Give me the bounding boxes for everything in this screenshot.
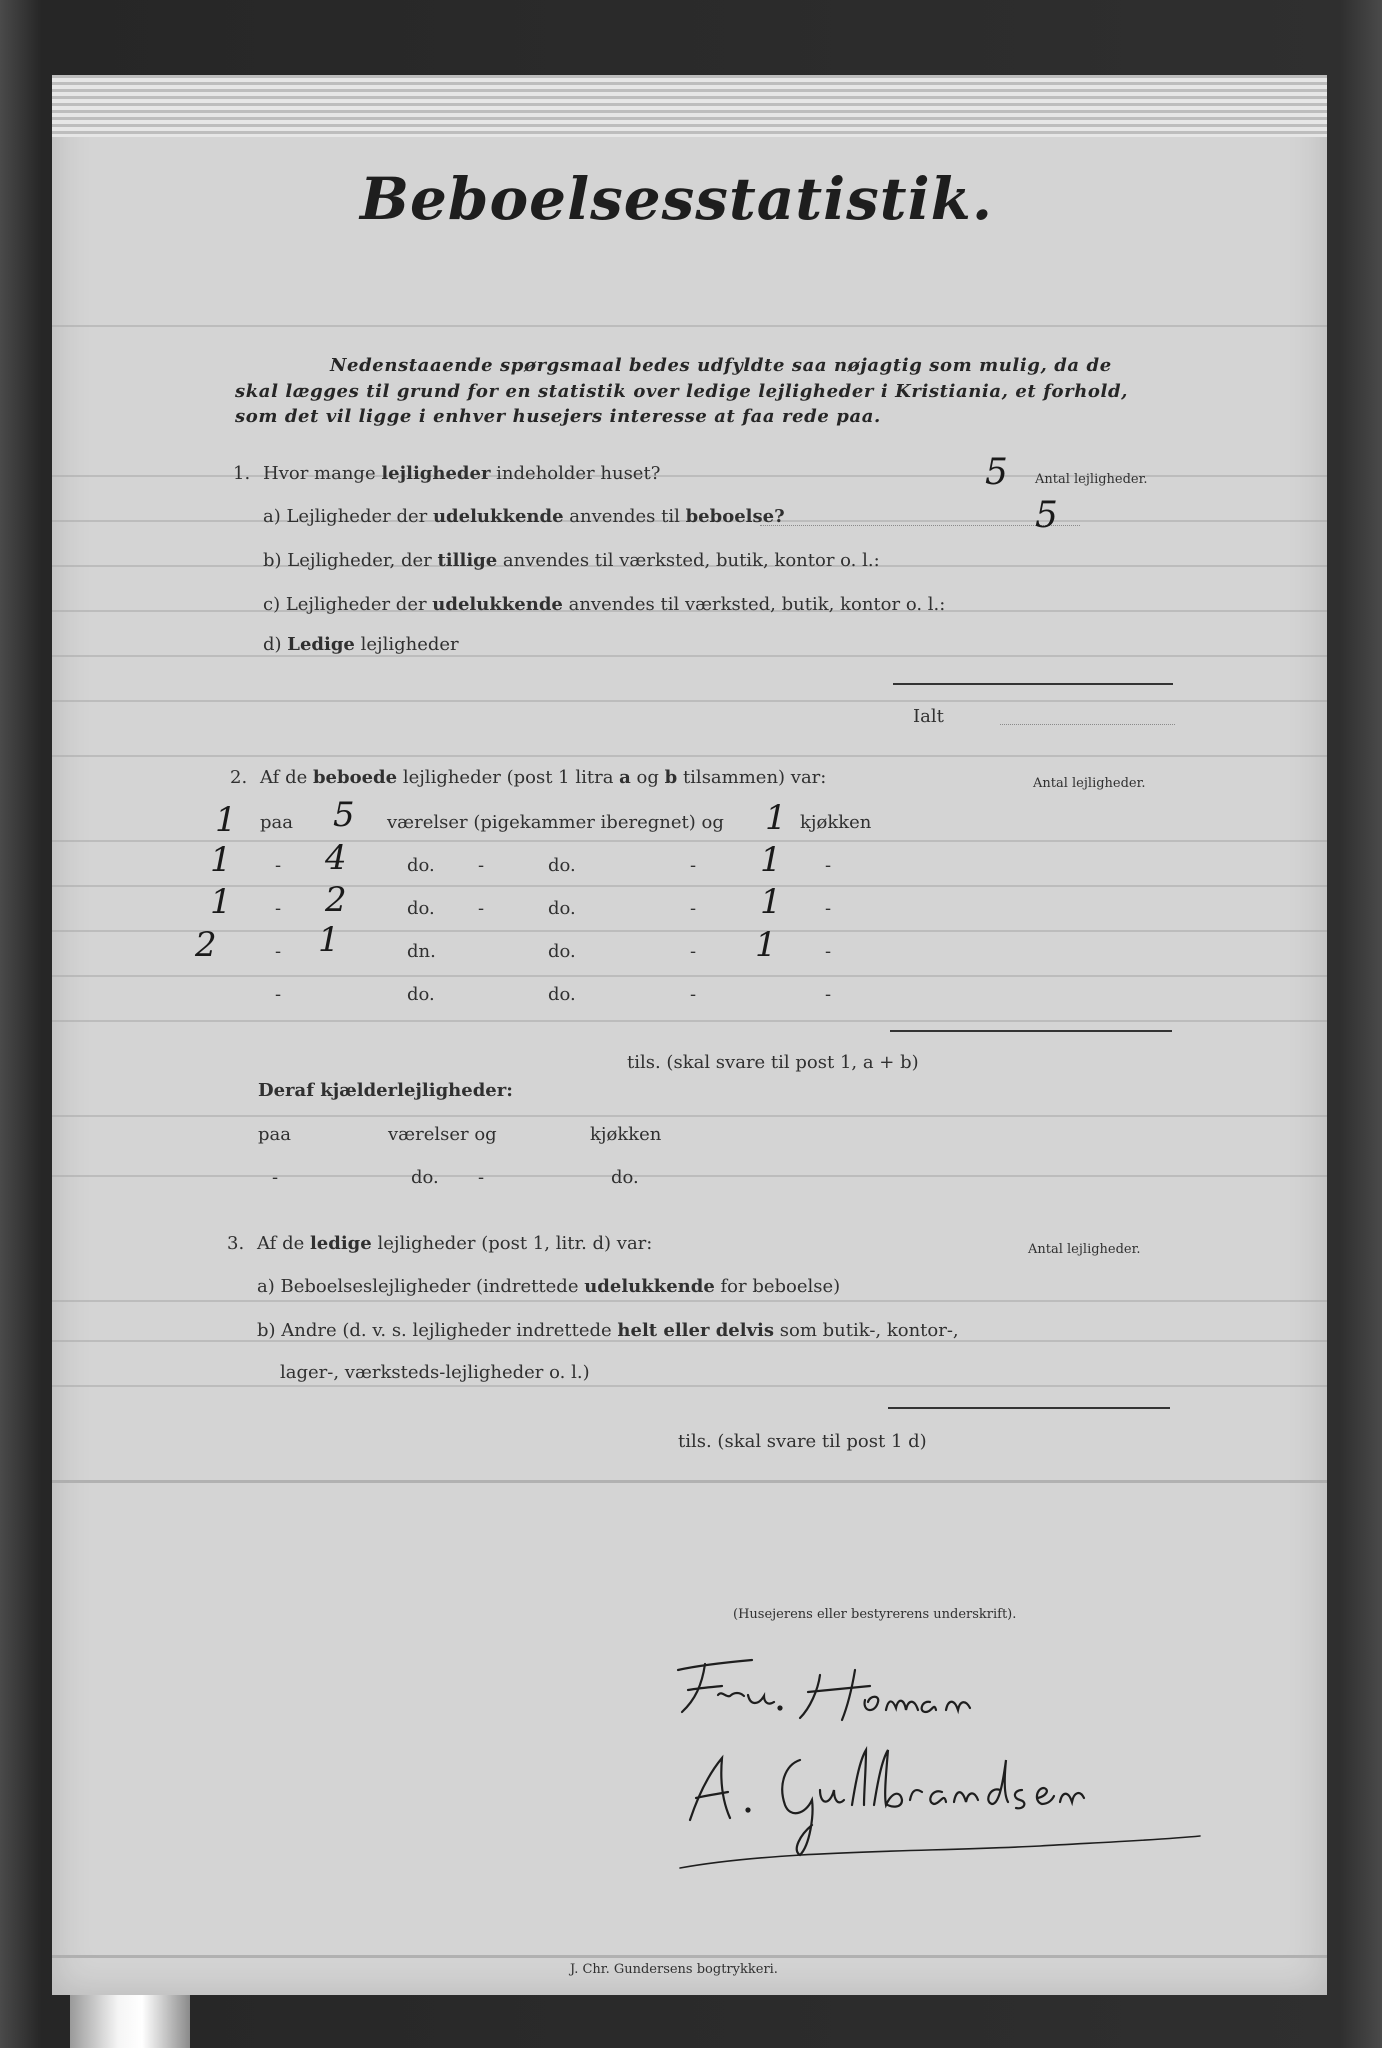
ruled-line xyxy=(52,700,1327,702)
q2-question: Af de beboede lejligheder (post 1 litra a og b tilsammen) var: xyxy=(260,767,827,788)
q2-kj-paa: paa xyxy=(258,1124,291,1145)
q2-row3-rooms: 2 xyxy=(325,880,347,920)
top-band xyxy=(52,75,1327,137)
ruled-line xyxy=(52,930,1327,932)
dash: - xyxy=(825,898,832,919)
q1d: d) Ledige lejligheder xyxy=(263,634,459,655)
q2-row2-do1: do. xyxy=(407,855,435,876)
q2-kj-do2: do. xyxy=(611,1167,639,1188)
q2-row4-kitchens: 1 xyxy=(755,925,777,965)
q1-answer: 5 xyxy=(985,452,1008,493)
intro-line-2: skal lægges til grund for en statistik over ledige lejligheder i Kristiania, et forhold, xyxy=(235,381,1129,402)
intro-line-3: som det vil ligge i enhver husejers interesse at faa rede paa. xyxy=(235,406,881,427)
ruled-line xyxy=(52,1175,1327,1177)
intro-line-1: Nedenstaaende spørgsmaal bedes udfyldte saa nøjagtig som mulig, da de xyxy=(330,355,1112,376)
q2-kj-do1: do. xyxy=(411,1167,439,1188)
q1c: c) Lejligheder der udelukkende anvendes til værksted, butik, kontor o. l.: xyxy=(263,594,946,615)
q2-kj-kjok: kjøkken xyxy=(590,1124,662,1145)
dash: - xyxy=(275,898,282,919)
dash: - xyxy=(275,855,282,876)
q2-row1-rooms: 5 xyxy=(333,795,355,835)
ruled-line xyxy=(52,840,1327,842)
q1-total-line xyxy=(893,683,1173,685)
footer-divider xyxy=(52,1955,1327,1958)
q3a: a) Beboelseslejligheder (indrettede udelukkende for beboelse) xyxy=(257,1276,841,1297)
q2-row5-do1: do. xyxy=(407,984,435,1005)
q2-kj-vaer: værelser og xyxy=(388,1124,497,1145)
ruled-line xyxy=(52,325,1327,327)
film-glare xyxy=(70,1995,190,2048)
q2-row3-count: 1 xyxy=(210,882,232,922)
dash: - xyxy=(272,1167,279,1188)
dash: - xyxy=(690,984,697,1005)
section-divider xyxy=(52,1480,1327,1483)
q1b: b) Lejligheder, der tillige anvendes til værksted, butik, kontor o. l.: xyxy=(263,550,880,571)
ruled-line xyxy=(52,655,1327,657)
q2-row5-do2: do. xyxy=(548,984,576,1005)
ruled-line xyxy=(52,885,1327,887)
handwritten-signature xyxy=(660,1640,1220,1870)
page-title: Beboelsesstatistik. xyxy=(360,165,994,233)
q2-row2-do2: do. xyxy=(548,855,576,876)
dash: - xyxy=(825,855,832,876)
q1a-answer: 5 xyxy=(1035,495,1058,536)
ruled-line xyxy=(52,755,1327,757)
q3-total-line xyxy=(888,1407,1170,1409)
q2-unit: Antal lejligheder. xyxy=(1033,776,1146,791)
ruled-line xyxy=(52,975,1327,977)
q1-question: Hvor mange lejligheder indeholder huset? xyxy=(263,463,661,484)
q1a: a) Lejligheder der udelukkende anvendes til beboelse? xyxy=(263,506,785,527)
q2-row2-rooms: 4 xyxy=(325,838,347,878)
dash: - xyxy=(690,898,697,919)
dash: - xyxy=(478,898,485,919)
dotted-fill xyxy=(1000,724,1175,725)
q3-tils: tils. (skal svare til post 1 d) xyxy=(678,1431,927,1452)
dash: - xyxy=(478,855,485,876)
ruled-line xyxy=(52,1115,1327,1117)
q2-row1-kitchens: 1 xyxy=(765,798,787,838)
q2-kitchen-label: kjøkken xyxy=(800,812,872,833)
printer-credit: J. Chr. Gundersens bogtrykkeri. xyxy=(570,1962,778,1977)
ruled-line xyxy=(52,1385,1327,1387)
q2-number: 2. xyxy=(230,767,248,788)
q2-row4-do2: do. xyxy=(548,941,576,962)
q2-row4-count: 2 xyxy=(195,925,217,965)
q1-number: 1. xyxy=(233,463,251,484)
q2-total-line xyxy=(890,1030,1172,1032)
q3-question: Af de ledige lejligheder (post 1, litr. d) var: xyxy=(257,1233,653,1254)
dash: - xyxy=(825,941,832,962)
q1-unit: Antal lejligheder. xyxy=(1035,472,1148,487)
dash: - xyxy=(690,855,697,876)
q2-row3-do2: do. xyxy=(548,898,576,919)
q2-row2-kitchens: 1 xyxy=(760,840,782,880)
q2-deraf: Deraf kjælderlejligheder: xyxy=(258,1080,513,1101)
ruled-line xyxy=(52,1020,1327,1022)
q2-row3-do1: do. xyxy=(407,898,435,919)
signature-caption: (Husejerens eller bestyrerens underskrift). xyxy=(733,1607,1017,1622)
q2-row2-count: 1 xyxy=(210,840,232,880)
dotted-fill xyxy=(760,525,1080,526)
dash: - xyxy=(275,941,282,962)
q2-row4-rooms: 1 xyxy=(318,920,340,960)
q2-row4-do1: dn. xyxy=(407,941,436,962)
q2-tils: tils. (skal svare til post 1, a + b) xyxy=(627,1052,919,1073)
q2-rooms-label: værelser (pigekammer iberegnet) og xyxy=(387,812,724,833)
q2-row1-count: 1 xyxy=(215,800,237,840)
ruled-line xyxy=(52,1300,1327,1302)
q2-row3-kitchens: 1 xyxy=(760,882,782,922)
q3-number: 3. xyxy=(227,1233,245,1254)
q2-paa-label: paa xyxy=(260,812,293,833)
dash: - xyxy=(690,941,697,962)
q3b: b) Andre (d. v. s. lejligheder indrettede helt eller delvis som butik-, kontor-, xyxy=(257,1320,959,1341)
dash: - xyxy=(825,984,832,1005)
q1-total-label: Ialt xyxy=(913,706,944,727)
dash: - xyxy=(478,1167,485,1188)
q3-unit: Antal lejligheder. xyxy=(1028,1242,1141,1257)
q3b-line2: lager-, værksteds-lejligheder o. l.) xyxy=(280,1362,590,1383)
dash: - xyxy=(275,984,282,1005)
